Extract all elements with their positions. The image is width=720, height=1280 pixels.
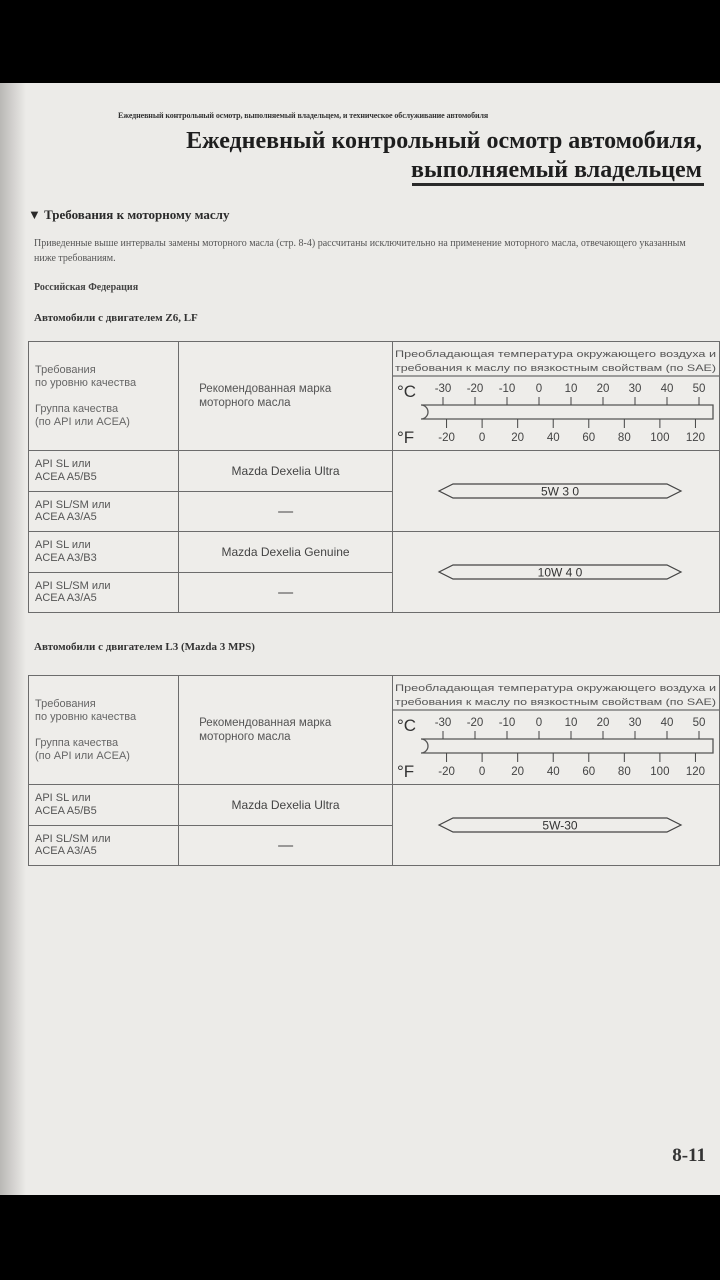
fahrenheit-tick-label: 40 (546, 432, 560, 444)
region-heading: Российская Федерация (34, 282, 139, 293)
fahrenheit-tick-label: 40 (546, 766, 560, 778)
brand-cell: — (179, 491, 393, 532)
quality-standard-line: API SL или (35, 792, 91, 805)
brand-cell: — (179, 572, 393, 613)
quality-group-line: Группа качества (35, 402, 119, 415)
page-title-line-2: выполняемый владельцем (411, 157, 702, 183)
temperature-header-line-2: требования к маслу по вязкостным свойствам (по SAE) (394, 697, 716, 707)
celsius-tick-label: 40 (660, 383, 674, 395)
temperature-header-line-1: Преобладающая температура окружающего воздуха и (394, 683, 716, 693)
celsius-tick-label: -20 (466, 383, 484, 395)
table-row (29, 532, 720, 573)
thermometer-icon (421, 405, 713, 419)
brand-cell: Mazda Dexelia Genuine (179, 532, 393, 573)
viscosity-grade: 10W 4 0 (537, 565, 583, 580)
thermometer-icon (421, 739, 713, 753)
quality-standard-cell (29, 825, 179, 866)
celsius-unit: °C (396, 716, 417, 735)
quality-requirements-line: Требования (35, 363, 96, 376)
celsius-tick-label: 40 (660, 717, 674, 729)
viscosity-range (393, 532, 719, 612)
celsius-tick-label: 0 (535, 383, 543, 395)
running-head: Ежедневный контрольный осмотр, выполняемый владельцем, и техническое обслуживание автомобиля (118, 111, 489, 120)
fahrenheit-tick-label: 120 (685, 766, 706, 778)
brand-cell: Mazda Dexelia Ultra (179, 785, 393, 826)
fahrenheit-tick-label: 60 (582, 432, 596, 444)
quality-standard-line: API SL или (35, 539, 91, 552)
quality-group-line: (по API или ACEA) (35, 415, 130, 428)
oil-requirements-table (28, 675, 720, 866)
fahrenheit-tick-label: -20 (438, 766, 455, 778)
viscosity-cell (392, 785, 719, 866)
quality-group-line: (по API или ACEA) (35, 749, 130, 762)
intro-paragraph: Приведенные выше интервалы замены моторного масла (стр. 8-4) рассчитаны исключительно на применение моторного масла, отвечающего указанным ниже требованиям. (34, 238, 686, 264)
temperature-scale (393, 342, 719, 450)
celsius-tick-label: 0 (535, 717, 543, 729)
viscosity-cell (392, 532, 719, 613)
quality-header-cell (29, 342, 179, 451)
celsius-tick-label: -10 (498, 383, 516, 395)
quality-requirements-line: Требования (35, 697, 96, 710)
brand-cell: — (179, 825, 393, 866)
table-header-row (29, 676, 720, 785)
temperature-scale (393, 676, 719, 784)
viscosity-cell (392, 451, 719, 532)
quality-standard-line: API SL/SM или (35, 498, 111, 511)
celsius-tick-label: 20 (596, 717, 610, 729)
brand-header-line: моторного масла (199, 397, 291, 409)
fahrenheit-tick-label: 100 (650, 766, 670, 778)
fahrenheit-tick-label: 0 (478, 432, 486, 444)
celsius-tick-label: -30 (434, 383, 452, 395)
manual-page (0, 83, 720, 1195)
table-header-row (29, 342, 720, 451)
brand-header-cell (179, 676, 393, 785)
viscosity-grade: 5W-30 (542, 818, 578, 833)
quality-standard-line: API SL/SM или (35, 832, 111, 845)
quality-header-cell (29, 676, 179, 785)
celsius-tick-label: -20 (466, 717, 484, 729)
temperature-header-line-2: требования к маслу по вязкостным свойствам (по SAE) (394, 363, 716, 373)
fahrenheit-tick-label: 0 (478, 766, 486, 778)
celsius-tick-label: 20 (596, 383, 610, 395)
quality-standard-line: ACEA A3/B3 (35, 551, 97, 564)
fahrenheit-tick-label: 20 (511, 766, 525, 778)
viscosity-range (393, 451, 719, 531)
celsius-tick-label: 30 (628, 717, 642, 729)
quality-requirements-line: по уровню качества (35, 376, 137, 389)
celsius-tick-label: 50 (692, 717, 706, 729)
brand-header-line: моторного масла (199, 731, 291, 743)
quality-group-line: Группа качества (35, 736, 119, 749)
page-title-line-1: Ежедневный контрольный осмотр автомобиля, (186, 128, 702, 154)
brand-header-cell (179, 342, 393, 451)
quality-standard-line: ACEA A3/A5 (35, 845, 97, 858)
brand-cell: Mazda Dexelia Ultra (179, 451, 393, 492)
engine-subheading-l3: Автомобили с двигателем L3 (Mazda 3 MPS) (34, 641, 255, 653)
page-number: 8-11 (672, 1145, 706, 1166)
quality-standard-cell (29, 785, 179, 826)
fahrenheit-tick-label: 60 (582, 766, 596, 778)
quality-standard-cell (29, 532, 179, 573)
engine-subheading-z6-lf: Автомобили с двигателем Z6, LF (34, 312, 198, 324)
fahrenheit-unit: °F (396, 428, 415, 447)
brand-header-line: Рекомендованная марка (199, 717, 332, 729)
oil-requirements-table (28, 341, 720, 613)
table-row (29, 785, 720, 826)
quality-standard-line: ACEA A5/B5 (35, 804, 97, 817)
celsius-tick-label: 50 (692, 383, 706, 395)
fahrenheit-tick-label: -20 (438, 432, 455, 444)
temperature-header-line-1: Преобладающая температура окружающего воздуха и (394, 349, 716, 359)
title-underline (412, 183, 704, 186)
brand-header-line: Рекомендованная марка (199, 383, 332, 395)
quality-standard-line: ACEA A5/B5 (35, 470, 97, 483)
quality-standard-line: API SL/SM или (35, 579, 111, 592)
quality-standard-cell (29, 491, 179, 532)
fahrenheit-tick-label: 80 (617, 766, 631, 778)
fahrenheit-tick-label: 80 (617, 432, 631, 444)
celsius-tick-label: -10 (498, 717, 516, 729)
celsius-tick-label: -30 (434, 717, 452, 729)
fahrenheit-tick-label: 100 (650, 432, 670, 444)
fahrenheit-unit: °F (396, 762, 415, 781)
fahrenheit-tick-label: 120 (685, 432, 706, 444)
viscosity-range (393, 785, 719, 865)
temperature-header-cell (392, 342, 719, 451)
quality-requirements-line: по уровню качества (35, 710, 137, 723)
viscosity-grade: 5W 3 0 (540, 484, 579, 499)
celsius-unit: °C (396, 382, 417, 401)
table-row (29, 451, 720, 492)
temperature-header-cell (392, 676, 719, 785)
fahrenheit-tick-label: 20 (511, 432, 525, 444)
quality-standard-cell (29, 572, 179, 613)
celsius-tick-label: 30 (628, 383, 642, 395)
celsius-tick-label: 10 (564, 383, 578, 395)
quality-standard-line: ACEA A3/A5 (35, 511, 97, 524)
quality-standard-cell (29, 451, 179, 492)
celsius-tick-label: 10 (564, 717, 578, 729)
quality-standard-line: API SL или (35, 458, 91, 471)
quality-standard-line: ACEA A3/A5 (35, 592, 97, 605)
section-heading: ▼ Требования к моторному маслу (28, 207, 230, 222)
